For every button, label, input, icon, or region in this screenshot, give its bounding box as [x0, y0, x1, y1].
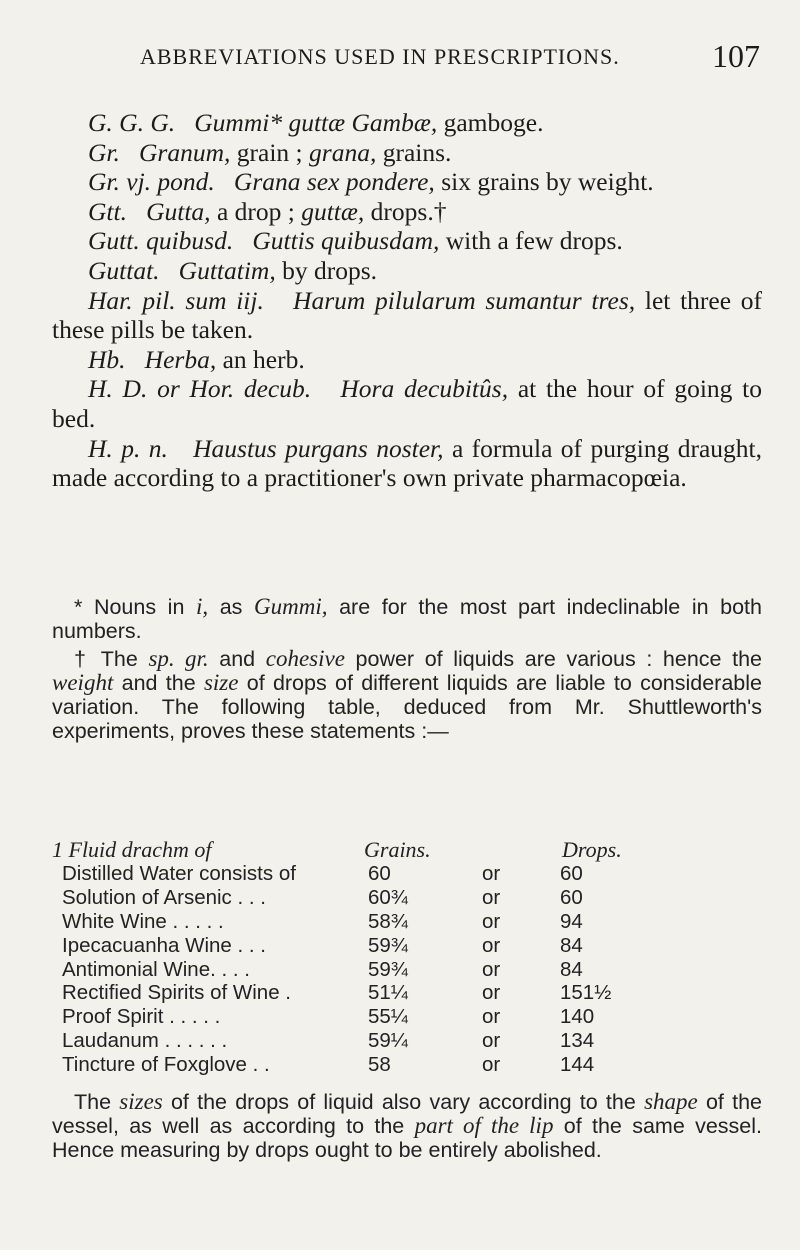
abbreviation-entry [52, 345, 762, 375]
entry-abbreviation: G. G. G. [88, 108, 176, 137]
abbreviation-entry [52, 286, 762, 345]
abbreviation-entry [52, 197, 762, 227]
header-drops: Drops. [562, 837, 622, 862]
footnote-nouns: * Nouns in i, as Gummi, are for the most part indeclinable in both numbers. [52, 594, 762, 643]
entry-abbreviation: H. p. n. [88, 433, 168, 463]
entry-latin: Gummi* guttæ Gambæ, [194, 108, 438, 137]
entry-abbreviation: Gr. vj. pond. [88, 167, 215, 197]
entry-meaning: grain ; [236, 137, 303, 167]
entry-abbreviation: Har. pil. sum iij. [88, 285, 264, 315]
entry-meaning-plural: grains. [382, 137, 452, 167]
entry-latin: Haustus purgans noster, [193, 433, 444, 463]
entry-meaning: a formula of purging draught, made according to a practitioner's own private pharmacopœia. [52, 433, 763, 493]
table-row: Distilled Water consists of 60 or 60 [62, 862, 583, 885]
abbreviation-entry [52, 374, 762, 433]
entry-latin: Hora decubitûs, [340, 374, 509, 404]
footnotes [52, 595, 762, 747]
abbreviation-entry [52, 138, 762, 168]
entry-latin: Gutta, [146, 196, 211, 226]
abbreviation-entry [52, 434, 762, 493]
running-head [140, 38, 760, 78]
page-number: 107 [712, 38, 760, 74]
entry-latin: Grana sex pondere, [233, 167, 435, 197]
abbreviation-entry [52, 108, 762, 138]
entry-meaning: gamboge. [443, 108, 544, 137]
table-row: Tincture of Foxglove . . 58 or 144 [62, 1053, 595, 1077]
entry-meaning: a drop ; [216, 196, 295, 226]
entry-meaning: six grains by weight. [441, 167, 654, 197]
table-row: White Wine . . . . . 58¾ or 94 [62, 909, 583, 933]
entry-abbreviation: Hb. [88, 344, 126, 374]
table-row: Solution of Arsenic . . . 60¾ or 60 [62, 885, 583, 909]
table-row: Rectified Spirits of Wine . 51¼ or 151½ [62, 981, 612, 1005]
header-label: 1 Fluid drachm of [52, 837, 212, 862]
abbreviation-list [52, 108, 762, 493]
entry-latin: Guttatim, [178, 255, 276, 285]
entry-meaning: let three of these pills be taken. [52, 285, 763, 345]
table-header [52, 838, 762, 862]
entry-abbreviation: Gtt. [88, 196, 127, 226]
entry-latin: Harum pilularum sumantur tres, [293, 285, 636, 315]
entry-meaning: at the hour of going to bed. [52, 374, 763, 433]
footnote-drops: † The sp. gr. and cohesive power of liquids are various : hence the weight and the size of drops of different liquids are liable to considerable variation. The following table, deduced from Mr. Shuttleworth's experiments, proves these statements :— [52, 645, 762, 743]
drops-table [52, 838, 762, 1077]
entry-latin: Granum, [139, 137, 231, 167]
closing-paragraph: The sizes of the drops of liquid also vary according to the shape of the vessel, as well as according to the part of the lip of the same vessel. Hence measuring by drops ought to be entirely abolished. [52, 1088, 763, 1163]
entry-abbreviation: Gutt. quibusd. [88, 226, 234, 256]
header-grains: Grains. [364, 837, 431, 862]
entry-latin: Guttis quibusdam, [252, 226, 440, 256]
table-row: Ipecacuanha Wine . . . 59¾ or 84 [62, 933, 583, 957]
table-row: Proof Spirit . . . . . 55¼ or 140 [62, 1005, 595, 1029]
entry-abbreviation: H. D. or Hor. decub. [88, 374, 312, 404]
entry-abbreviation: Gr. [88, 137, 120, 167]
abbreviation-entry [52, 167, 762, 197]
abbreviation-entry [52, 256, 762, 286]
entry-meaning: an herb. [222, 344, 305, 374]
entry-meaning: by drops. [282, 255, 378, 285]
entry-meaning-plural: drops.† [370, 196, 447, 226]
table-row: Laudanum . . . . . . 59¼ or 134 [62, 1029, 595, 1053]
entry-latin-plural: grana, [309, 137, 377, 167]
entry-latin-plural: guttæ, [301, 196, 365, 226]
entry-meaning: with a few drops. [445, 226, 623, 256]
abbreviation-entry [52, 226, 762, 256]
running-title: ABBREVIATIONS USED IN PRESCRIPTIONS. [140, 44, 620, 69]
entry-abbreviation: Guttat. [88, 255, 160, 285]
table-row: Antimonial Wine. . . . 59¾ or 84 [62, 957, 583, 981]
entry-latin: Herba, [144, 344, 217, 374]
